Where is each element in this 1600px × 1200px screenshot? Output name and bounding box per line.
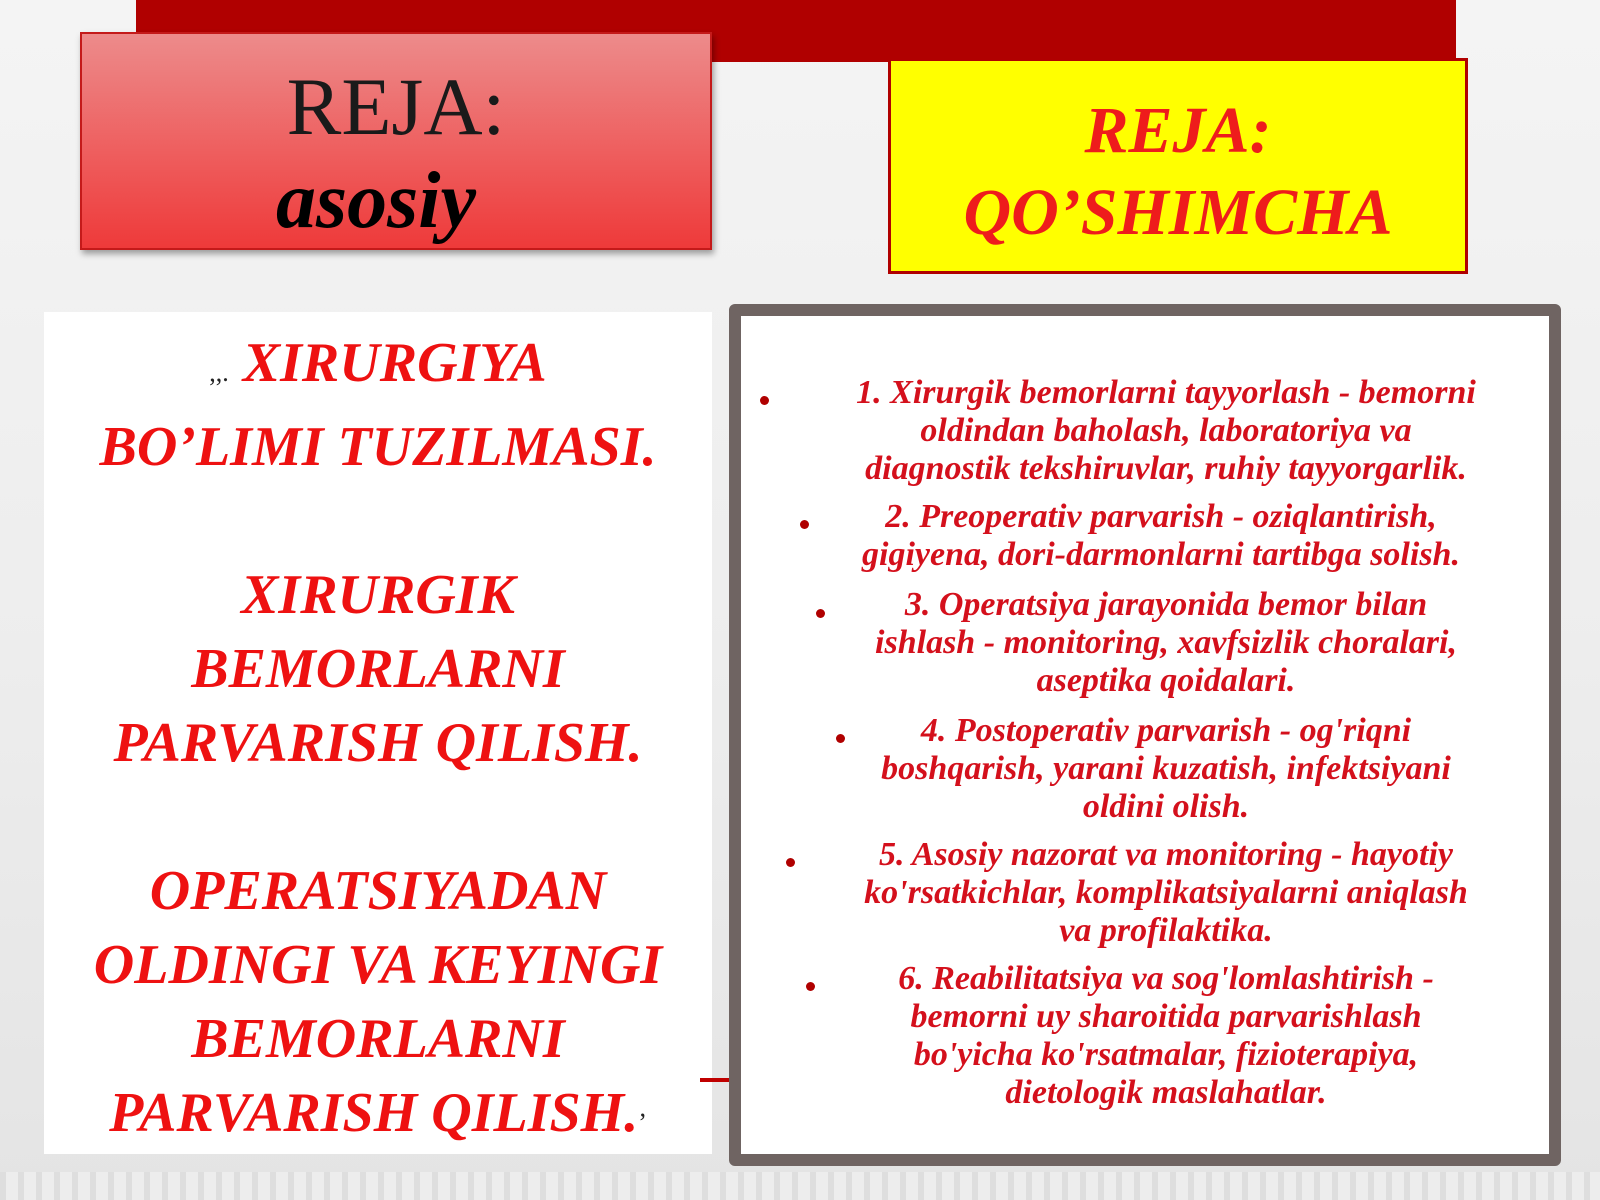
asosiy-subtitle: asosiy bbox=[276, 157, 476, 245]
topic-line: PARVARISH QILISH. bbox=[113, 712, 643, 774]
item-line: dietologik maslahatlar. bbox=[1005, 1074, 1327, 1111]
reja-qoshimcha-box bbox=[888, 58, 1468, 274]
topic-line bbox=[44, 1076, 712, 1160]
item-line: 5. Asosiy nazorat va monitoring - hayotiy bbox=[879, 836, 1453, 873]
topic-line: BEMORLARNI bbox=[191, 1008, 565, 1070]
item-line: 1. Xirurgik bemorlarni tayyorlash - bemorni bbox=[856, 374, 1476, 411]
topic-line bbox=[44, 326, 712, 410]
bottom-decoration bbox=[0, 1172, 1600, 1200]
main-topics-panel bbox=[44, 312, 712, 1154]
item-line: gigiyena, dori-darmonlarni tartibga solish. bbox=[862, 536, 1460, 573]
item-line: oldini olish. bbox=[1082, 788, 1250, 825]
item-line: oldindan baholash, laboratoriya va bbox=[920, 412, 1412, 449]
plan-item-1 bbox=[791, 374, 1541, 488]
plan-item-5 bbox=[801, 836, 1531, 950]
item-line: diagnostik tekshiruvlar, ruhiy tayyorgarlik. bbox=[865, 450, 1467, 487]
qoshimcha-title: REJA: bbox=[1084, 94, 1272, 167]
item-line: boshqarish, yarani kuzatish, infektsiyani bbox=[881, 750, 1451, 787]
plan-item-3 bbox=[811, 586, 1521, 700]
plan-item-6 bbox=[821, 960, 1511, 1112]
bullet-icon bbox=[786, 858, 795, 867]
quote-mark: ,,. bbox=[209, 358, 229, 387]
plan-item-4 bbox=[821, 712, 1511, 826]
item-line: ishlash - monitoring, xavfsizlik choralari, bbox=[875, 624, 1457, 661]
item-line: 6. Reabilitatsiya va sog'lomlashtirish - bbox=[898, 960, 1434, 997]
qoshimcha-subtitle: QO’SHIMCHA bbox=[963, 176, 1393, 249]
item-line: aseptika qoidalari. bbox=[1036, 662, 1296, 699]
item-line: va profilaktika. bbox=[1059, 912, 1273, 949]
topic-text: XIRURGIYA bbox=[242, 332, 547, 394]
additional-plan-panel bbox=[729, 304, 1561, 1166]
topic-line: OLDINGI VA KEYINGI bbox=[93, 934, 663, 996]
item-line: 2. Preoperativ parvarish - oziqlantirish, bbox=[885, 498, 1437, 535]
topic-text: PARVARISH QILISH. bbox=[109, 1082, 639, 1144]
topic-line: XIRURGIK bbox=[241, 564, 515, 626]
closing-mark: ’ bbox=[638, 1108, 647, 1137]
topic-line: OPERATSIYADAN bbox=[149, 860, 607, 922]
bullet-icon bbox=[806, 982, 815, 991]
asosiy-title: REJA: bbox=[286, 61, 506, 152]
item-line: 4. Postoperativ parvarish - og'riqni bbox=[920, 712, 1412, 749]
item-line: bo'yicha ko'rsatmalar, fizioterapiya, bbox=[913, 1036, 1419, 1073]
item-line: 3. Operatsiya jarayonida bemor bilan bbox=[904, 586, 1428, 623]
reja-asosiy-box bbox=[80, 32, 712, 250]
plan-item-2 bbox=[801, 498, 1521, 574]
item-line: bemorni uy sharoitida parvarishlash bbox=[910, 998, 1422, 1035]
topic-line: BEMORLARNI bbox=[191, 638, 565, 700]
bullet-icon bbox=[760, 396, 769, 405]
item-line: ko'rsatkichlar, komplikatsiyalarni aniqlash bbox=[864, 874, 1468, 911]
topic-line: BO’LIMI TUZILMASI. bbox=[99, 416, 657, 478]
